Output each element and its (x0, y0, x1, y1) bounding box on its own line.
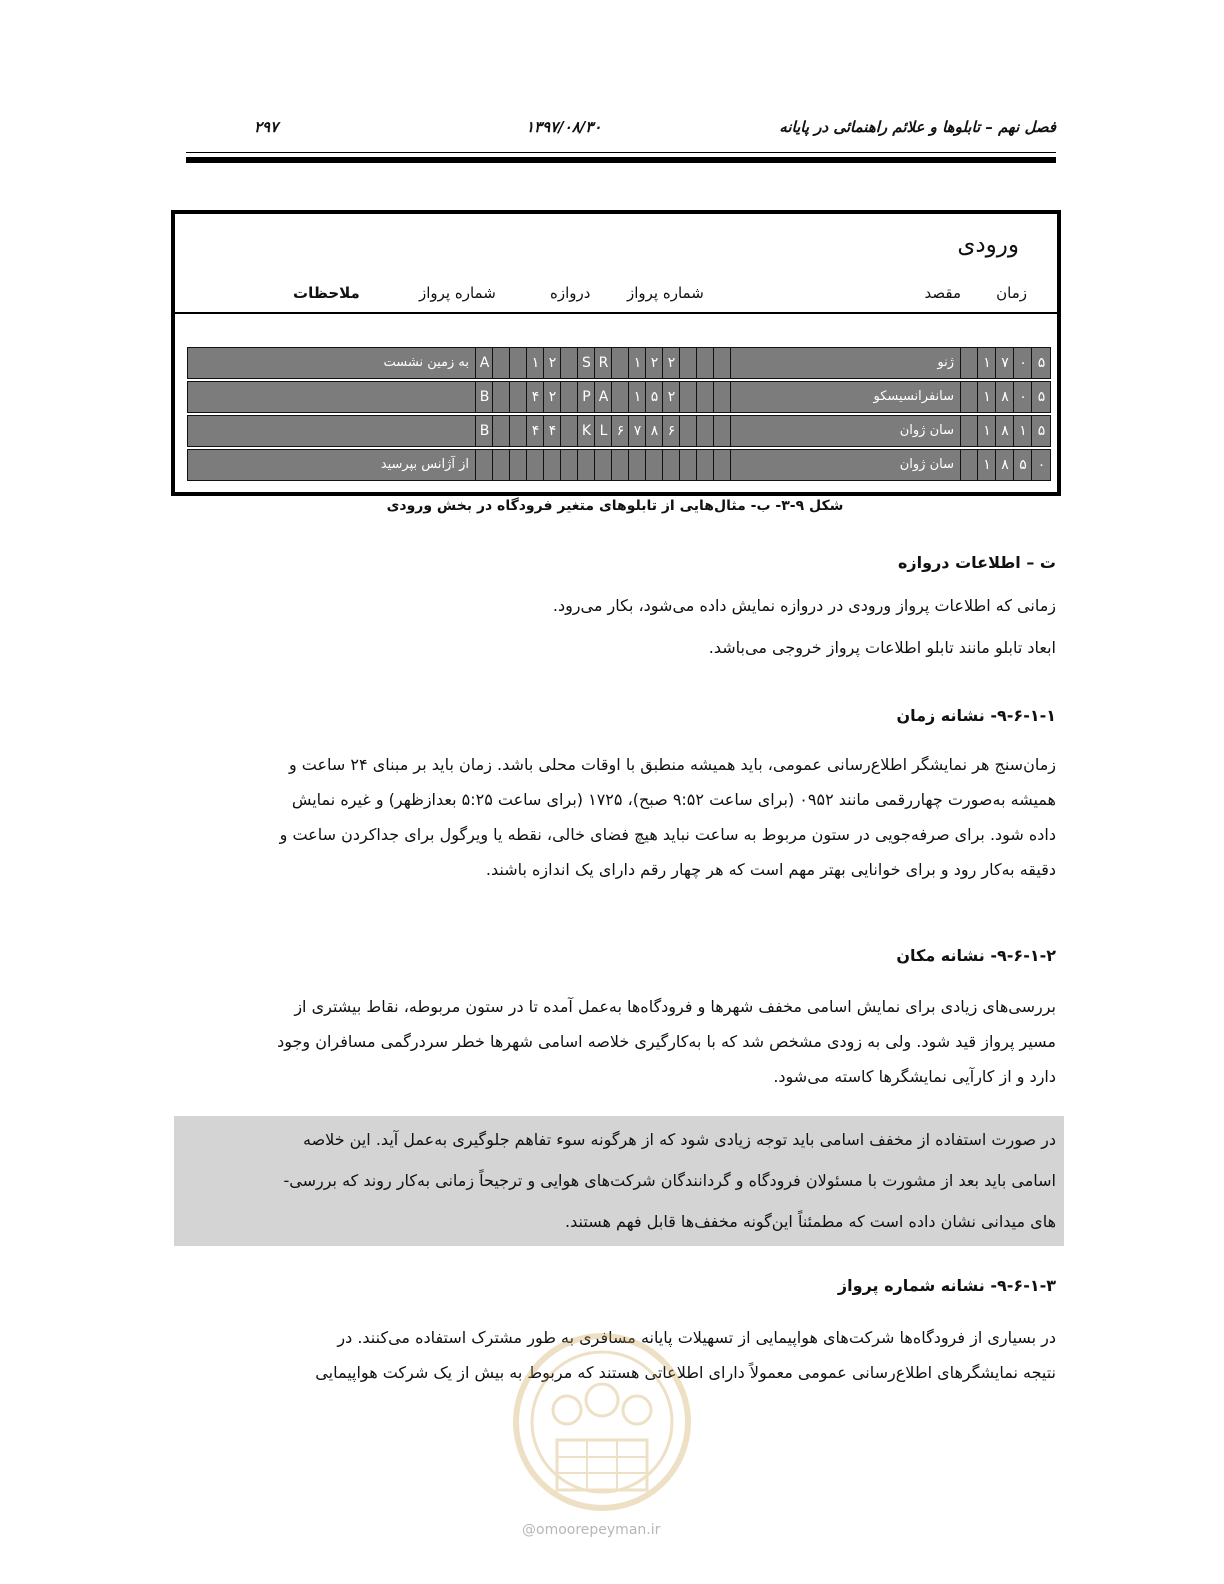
remark-cell: به زمین نشست (383, 355, 469, 370)
blank-cell (960, 416, 978, 446)
col-header-flight-number: شماره پرواز (627, 284, 704, 302)
remark-cell (188, 382, 475, 412)
time-sign-paragraph (186, 747, 1056, 887)
blank-cell (492, 450, 510, 480)
paragraph-line: دارد و از کارآیی نمایشگرها کاسته می‌شود. (773, 1067, 1056, 1086)
board-row (187, 347, 1051, 379)
blank-cell (713, 382, 731, 412)
board-rows (187, 347, 1051, 483)
time-digit-cell: ۰ (1031, 450, 1051, 480)
flight-char-cell (594, 450, 612, 480)
flight-char-cell: P (577, 382, 595, 412)
remark-cell: از آژانس بپرسید (380, 457, 469, 472)
blank-cell (560, 416, 578, 446)
gate-info-line-2: ابعاد تابلو مانند تابلو اطلاعات پرواز خروجی می‌باشد. (708, 638, 1056, 657)
blank-cell (960, 450, 978, 480)
blank-cell (713, 416, 731, 446)
paragraph-line: های میدانی نشان داده است که مطمئناً این‌گونه مخفف‌ها قابل فهم هستند. (565, 1212, 1056, 1231)
time-digit-cell: ۵ (1031, 416, 1051, 446)
paragraph-line: همیشه به‌صورت چهاررقمی مانند ۰۹۵۲ (برای ساعت ۹:۵۲ صبح)، ۱۷۲۵ (برای ساعت ۵:۲۵ بعدازظهر) و غیره نمایش (291, 790, 1056, 809)
time-digit-cell: ۵ (1031, 348, 1051, 378)
time-digit-cell: ۸ (995, 416, 1014, 446)
city-cell: سانفرانسیسکو (730, 382, 960, 412)
gate-letter-cell (475, 450, 493, 480)
flight-char-cell: ۸ (645, 416, 663, 446)
paragraph-line: اسامی باید بعد از مشورت با مسئولان فرودگاه و گردانندگان شرکت‌های هوایی و ترجیحاً زمانی به‌کار روند که بررسی- (283, 1171, 1056, 1190)
blank-cell (560, 348, 578, 378)
gate-letter-cell: A (475, 348, 493, 378)
city-cell: سان ژوان (730, 450, 960, 480)
gate-digit-cell (543, 450, 561, 480)
chapter-title: فصل نهم – تابلوها و علائم راهنمائی در پایانه (779, 118, 1056, 136)
blank-cell (492, 348, 510, 378)
arrivals-board-figure (171, 210, 1061, 496)
time-digit-cell: ۷ (995, 348, 1014, 378)
col-header-time: زمان (996, 284, 1027, 302)
flight-char-cell (645, 450, 663, 480)
gate-digit-cell: ۱ (526, 348, 544, 378)
flight-char-cell: ۱ (628, 382, 646, 412)
blank-cell (679, 382, 697, 412)
blank-cell (492, 416, 510, 446)
gate-letter-cell: B (475, 416, 493, 446)
gate-digit-cell: ۲ (543, 348, 561, 378)
header-rule-thin (186, 152, 1056, 153)
blank-cell (696, 416, 714, 446)
blank-cell (960, 348, 978, 378)
blank-cell (713, 348, 731, 378)
blank-cell (560, 382, 578, 412)
place-sign-paragraph (186, 989, 1056, 1094)
watermark-text: @omoorepeyman.ir (522, 1522, 661, 1538)
time-digit-cell: ۱ (1013, 416, 1032, 446)
flight-char-cell (577, 450, 595, 480)
time-digit-cell: ۵ (1031, 382, 1051, 412)
gate-letter-cell: B (475, 382, 493, 412)
header-rule-thick (186, 157, 1056, 163)
flight-char-cell: ۱ (628, 348, 646, 378)
flight-char-cell: ۵ (645, 382, 663, 412)
blank-cell (696, 382, 714, 412)
paragraph-line: زمان‌سنج هر نمایشگر اطلاع‌رسانی عمومی، باید همیشه منطبق با اوقات محلی باشد. زمان باید بر مبنای ۲۴ ساعت و (288, 755, 1056, 774)
running-header (186, 118, 1056, 148)
blank-cell (679, 348, 697, 378)
paragraph-line: در صورت استفاده از مخفف اسامی باید توجه زیادی شود که از هرگونه سوء تفاهم جلوگیری به‌عمل آید. این خلاصه (302, 1130, 1056, 1149)
time-digit-cell: ۸ (995, 382, 1014, 412)
time-digit-cell: ۱ (977, 450, 996, 480)
blank-cell (492, 382, 510, 412)
time-digit-cell: ۱ (977, 348, 996, 378)
col-header-flight-number-2: شماره پرواز (419, 284, 496, 302)
section-heading-gate-info: ت – اطلاعات دروازه (897, 553, 1056, 572)
paragraph-line: مسیر پرواز قید شود. ولی به زودی مشخص شد که با به‌کارگیری خلاصه اسامی شهرها خطر سردرگمی مسافران وجود (277, 1032, 1056, 1051)
city-cell: ژنو (730, 348, 960, 378)
board-divider (175, 312, 1057, 314)
col-header-remarks: ملاحظات (293, 284, 360, 302)
flight-char-cell: ۲ (662, 348, 680, 378)
paragraph-line: نتیجه نمایشگرهای اطلاع‌رسانی عمومی معمولاً دارای اطلاعاتی هستند که مربوط به بیش از یک شرکت هواپیمایی (315, 1363, 1056, 1382)
remark-cell (188, 416, 475, 446)
flight-char-cell (662, 450, 680, 480)
section-heading-place-sign: ۹-۶-۱-۲- نشانه مکان (896, 946, 1056, 965)
page-number: ۲۹۷ (254, 118, 279, 136)
flight-char-cell (628, 450, 646, 480)
section-heading-flight-number-sign: ۹-۶-۱-۳- نشانه شماره پرواز (837, 1276, 1056, 1295)
flight-char-cell: R (594, 348, 612, 378)
col-header-gate: دروازه (550, 284, 591, 302)
flight-char-cell: S (577, 348, 595, 378)
flight-char-cell: ۶ (611, 416, 629, 446)
board-row (187, 415, 1051, 447)
section-heading-time-sign: ۹-۶-۱-۱- نشانه زمان (896, 706, 1056, 725)
time-digit-cell: ۱ (977, 416, 996, 446)
flight-char-cell: ۷ (628, 416, 646, 446)
board-row (187, 381, 1051, 413)
city-cell: سان ژوان (730, 416, 960, 446)
figure-caption: شکل ۹-۳- ب- مثال‌هایی از تابلوهای متغیر فرودگاه در بخش ورودی (386, 498, 844, 514)
blank-cell (696, 348, 714, 378)
flight-char-cell: A (594, 382, 612, 412)
time-digit-cell: ۸ (995, 450, 1014, 480)
blank-cell (509, 348, 527, 378)
gate-digit-cell (526, 450, 544, 480)
board-title: ورودی (957, 232, 1019, 258)
flight-char-cell (611, 382, 629, 412)
watermark-logo (512, 1330, 692, 1515)
blank-cell (509, 382, 527, 412)
blank-cell (713, 450, 731, 480)
blank-cell (960, 382, 978, 412)
time-digit-cell: ۱ (977, 382, 996, 412)
gate-info-line-1: زمانی که اطلاعات پرواز ورودی در دروازه نمایش داده می‌شود، بکار می‌رود. (552, 596, 1056, 615)
blank-cell (509, 416, 527, 446)
gate-digit-cell: ۴ (543, 416, 561, 446)
highlight-box (174, 1116, 1064, 1246)
col-header-destination: مقصد (924, 284, 961, 302)
blank-cell (509, 450, 527, 480)
board-row (187, 449, 1051, 481)
time-digit-cell: ۰ (1013, 348, 1032, 378)
flight-char-cell: K (577, 416, 595, 446)
gate-digit-cell: ۲ (543, 382, 561, 412)
blank-cell (679, 450, 697, 480)
flight-char-cell: ۲ (645, 348, 663, 378)
flight-char-cell (611, 450, 629, 480)
blank-cell (679, 416, 697, 446)
paragraph-line: در بسیاری از فرودگاه‌ها شرکت‌های هواپیمایی از تسهیلات پایانه مسافری به طور مشترک استفاده می‌کنند. در (337, 1328, 1056, 1347)
flight-char-cell (611, 348, 629, 378)
blank-cell (696, 450, 714, 480)
time-digit-cell: ۰ (1013, 382, 1032, 412)
paragraph-line: بررسی‌های زیادی برای نمایش اسامی مخفف شهرها و فرودگاه‌ها به‌عمل آمده تا در ستون مربوطه، نقاط بیشتری از (294, 997, 1056, 1016)
flight-char-cell: ۲ (662, 382, 680, 412)
blank-cell (560, 450, 578, 480)
header-date: ۱۳۹۷/۰۸/۳۰ (526, 118, 602, 136)
flight-char-cell: ۶ (662, 416, 680, 446)
flight-char-cell: L (594, 416, 612, 446)
paragraph-line: دقیقه به‌کار رود و برای خوانایی بهتر مهم است که هر چهار رقم دارای یک اندازه باشند. (485, 860, 1056, 879)
gate-digit-cell: ۴ (526, 416, 544, 446)
gate-digit-cell: ۴ (526, 382, 544, 412)
highlight-paragraph (186, 1119, 1056, 1242)
time-digit-cell: ۵ (1013, 450, 1032, 480)
paragraph-line: داده شود. برای صرفه‌جویی در ستون مربوط به ساعت نباید هیچ فضای خالی، نقطه یا ویرگول برای جداکردن ساعت و (279, 825, 1056, 844)
